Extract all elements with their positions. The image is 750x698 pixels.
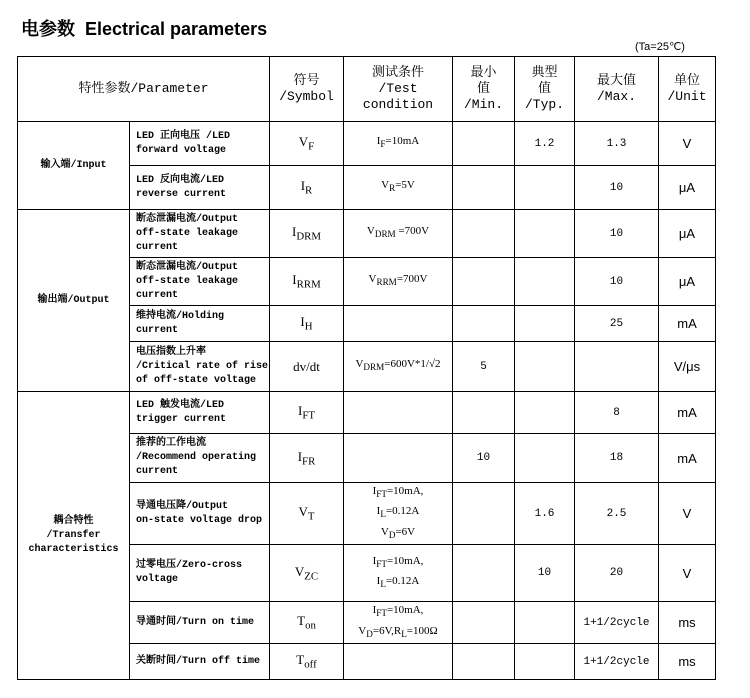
electrical-parameters-table [17,56,716,680]
symbol-cell: $I_{RRM}$ [270,258,344,306]
condition-cell: $V_{DRM}=600V*1/√2$ [344,342,453,392]
param-cell: LED 正向电压 /LED forward voltage [130,122,270,166]
min-cell: 5 [453,342,515,392]
condition-cell: $I_{FT}=10mA$, $I_L=0.12A$ $V_D=6V$ [344,483,453,545]
condition-cell [344,306,453,342]
typ-cell: 10 [515,545,575,602]
typ-cell [515,644,575,680]
max-cell: 10 [575,210,659,258]
header-parameter: 特性参数/Parameter [18,57,270,122]
unit-cell: V [659,122,716,166]
symbol-cell: $I_{FT}$ [270,392,344,434]
param-cell: 维持电流/Holding current [130,306,270,342]
typ-cell [515,306,575,342]
max-cell: 1+1/2cycle [575,602,659,644]
unit-cell: mA [659,392,716,434]
max-cell: 1+1/2cycle [575,644,659,680]
max-cell: 20 [575,545,659,602]
typ-cell [515,166,575,210]
max-cell: 18 [575,434,659,483]
group-input: 输入端/Input [18,122,130,210]
param-cell: 关断时间/Turn off time [130,644,270,680]
table-row [18,122,716,166]
symbol-cell: $T_{on}$ [270,602,344,644]
unit-cell: ms [659,644,716,680]
unit-cell: μA [659,166,716,210]
symbol-cell: $T_{off}$ [270,644,344,680]
symbol-cell: $I_{FR}$ [270,434,344,483]
typ-cell: 1.2 [515,122,575,166]
max-cell: 8 [575,392,659,434]
title-en: Electrical parameters [85,19,268,39]
max-cell: 10 [575,166,659,210]
symbol-cell: $I_R$ [270,166,344,210]
min-cell [453,166,515,210]
unit-cell: ms [659,602,716,644]
typ-cell [515,210,575,258]
typ-cell [515,342,575,392]
symbol-cell: $V_{ZC}$ [270,545,344,602]
header-unit: 单位 /Unit [659,57,716,122]
param-cell: 断态泄漏电流/Output off-state leakage current [130,210,270,258]
param-cell: LED 反向电流/LED reverse current [130,166,270,210]
typ-cell [515,434,575,483]
unit-cell: mA [659,306,716,342]
unit-cell: V/μs [659,342,716,392]
header-min: 最小 值 /Min. [453,57,515,122]
max-cell: 1.3 [575,122,659,166]
param-cell: LED 触发电流/LED trigger current [130,392,270,434]
condition-cell: $V_R=5V$ [344,166,453,210]
unit-cell: V [659,545,716,602]
symbol-cell: $I_{DRM}$ [270,210,344,258]
unit-cell: μA [659,258,716,306]
typ-cell [515,258,575,306]
unit-cell: V [659,483,716,545]
symbol-cell: $V_F$ [270,122,344,166]
typ-cell: 1.6 [515,483,575,545]
param-cell: 导通电压降/Output on-state voltage drop [130,483,270,545]
max-cell: 10 [575,258,659,306]
min-cell [453,122,515,166]
typ-cell [515,392,575,434]
min-cell [453,644,515,680]
min-cell [453,258,515,306]
header-test-condition: 测试条件 /Test condition [344,57,453,122]
header-row [18,57,716,122]
condition-cell [344,392,453,434]
param-cell: 导通时间/Turn on time [130,602,270,644]
min-cell: 10 [453,434,515,483]
param-cell: 电压指数上升率 /Critical rate of rise of off-state voltage [130,342,270,392]
condition-cell [344,644,453,680]
unit-cell: μA [659,210,716,258]
unit-cell: mA [659,434,716,483]
condition-cell: $I_F=10mA$ [344,122,453,166]
condition-cell: $V_{DRM} =700V$ [344,210,453,258]
min-cell [453,545,515,602]
condition-cell: $V_{RRM}=700V$ [344,258,453,306]
param-cell: 推荐的工作电流 /Recommend operating current [130,434,270,483]
min-cell [453,306,515,342]
symbol-cell: $V_T$ [270,483,344,545]
title-cn: 电参数 [21,19,75,39]
page-title [21,15,267,41]
condition-cell: $I_{FT}=10mA$, $V_D=6V,R_L=100\Omega$ [344,602,453,644]
max-cell: 2.5 [575,483,659,545]
table-row [18,210,716,258]
condition-cell [344,434,453,483]
group-output: 输出端/Output [18,210,130,392]
max-cell [575,342,659,392]
param-cell: 过零电压/Zero-cross voltage [130,545,270,602]
ambient-temperature-note: (Ta=25℃) [635,41,685,53]
min-cell [453,210,515,258]
symbol-cell: $I_H$ [270,306,344,342]
min-cell [453,602,515,644]
min-cell [453,483,515,545]
group-transfer: 耦合特性 /Transfer characteristics [18,392,130,680]
header-symbol: 符号 /Symbol [270,57,344,122]
param-cell: 断态泄漏电流/Output off-state leakage current [130,258,270,306]
header-typ: 典型 值 /Typ. [515,57,575,122]
symbol-cell: dv/dt [270,342,344,392]
condition-cell: $I_{FT}=10mA$, $I_L=0.12A$ [344,545,453,602]
max-cell: 25 [575,306,659,342]
min-cell [453,392,515,434]
typ-cell [515,602,575,644]
header-max: 最大值 /Max. [575,57,659,122]
table-row [18,392,716,434]
